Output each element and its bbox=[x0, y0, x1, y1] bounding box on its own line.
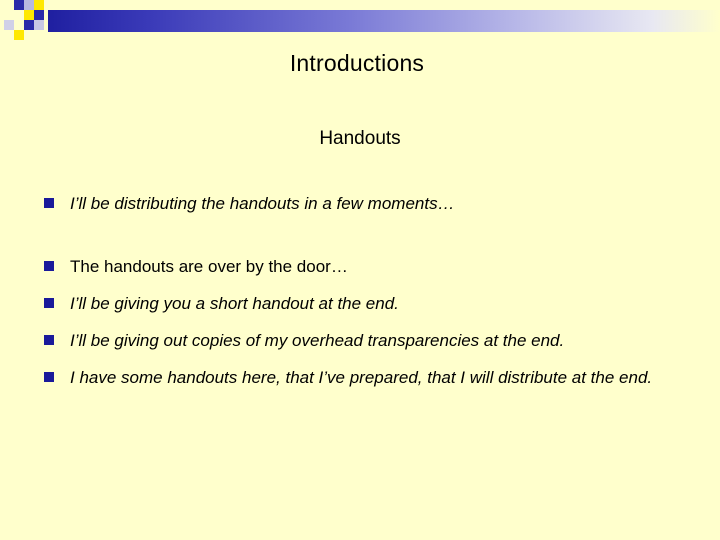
slide-subtitle-text: Handouts bbox=[319, 128, 401, 149]
decor-square-1 bbox=[14, 0, 24, 10]
bullet-text: I’ll be distributing the handouts in a few moments… bbox=[70, 194, 455, 213]
bullet-item-2 bbox=[44, 251, 684, 282]
decor-square-6 bbox=[4, 20, 14, 30]
bullet-item-4 bbox=[44, 325, 684, 356]
bullet-item-3 bbox=[44, 288, 684, 319]
square-bullet-icon bbox=[44, 198, 54, 208]
decor-square-3 bbox=[34, 0, 44, 10]
bullet-item-5 bbox=[44, 362, 684, 393]
bullet-list bbox=[44, 188, 684, 393]
slide-title bbox=[0, 50, 720, 77]
square-bullet-icon bbox=[44, 372, 54, 382]
slide-title-text: Introductions bbox=[289, 50, 425, 76]
decor-square-8 bbox=[14, 30, 24, 40]
bullet-text: I have some handouts here, that I’ve prepared, that I will distribute at the end. bbox=[70, 368, 653, 387]
slide-subtitle bbox=[0, 128, 720, 150]
header-gradient-band bbox=[48, 10, 720, 32]
square-bullet-icon bbox=[44, 335, 54, 345]
square-bullet-icon bbox=[44, 298, 54, 308]
square-bullet-icon bbox=[44, 261, 54, 271]
bullet-text: The handouts are over by the door… bbox=[70, 257, 348, 276]
bullet-text: I’ll be giving out copies of my overhead transparencies at the end. bbox=[70, 331, 565, 350]
decor-square-2 bbox=[24, 0, 34, 10]
bullet-text: I’ll be giving you a short handout at the end. bbox=[70, 294, 399, 313]
decor-square-5 bbox=[34, 10, 44, 20]
decor-square-4 bbox=[24, 10, 34, 20]
decor-square-7 bbox=[24, 20, 34, 30]
bullet-item-1 bbox=[44, 188, 684, 219]
decor-square-9 bbox=[34, 20, 44, 30]
